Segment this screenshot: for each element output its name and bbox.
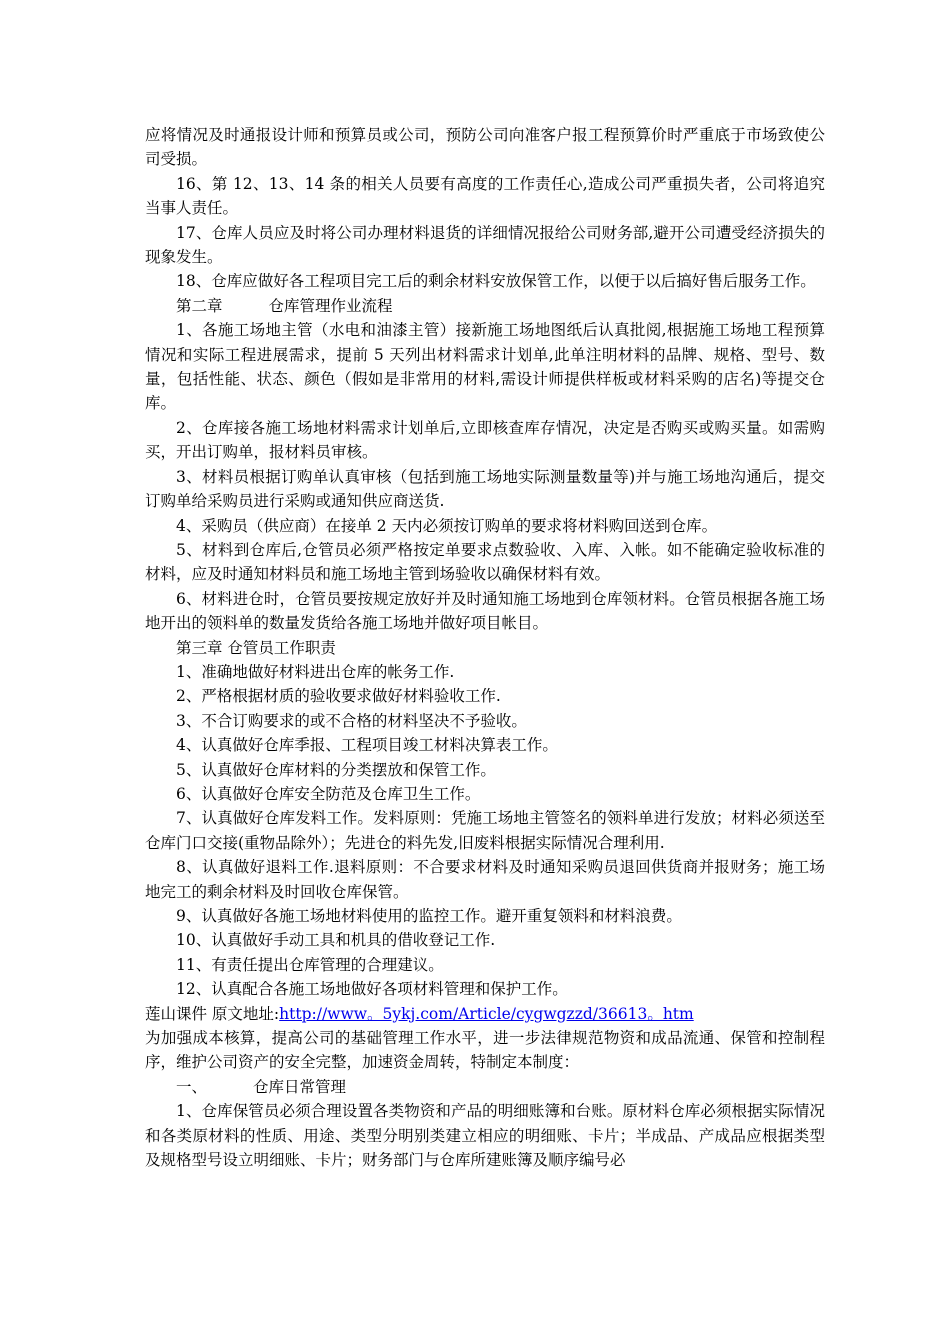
chapter-title: 仓库管理作业流程	[268, 296, 393, 315]
paragraph: 应将情况及时通报设计师和预算员或公司，预防公司向准客户报工程预算价时严重底于市场致使公司受损。	[145, 126, 825, 169]
list-item: 8、认真做好退料工作.退料原则：不合要求材料及时通知采购员退回供货商并报财务；施工场地完工的剩余材料及时回收仓库保管。	[145, 858, 825, 901]
paragraph: 17、仓库人员应及时将公司办理材料退货的详细情况报给公司财务部,避开公司遭受经济损失的现象发生。	[145, 223, 825, 267]
section-heading	[145, 1075, 825, 1099]
source-line	[145, 1002, 825, 1026]
paragraph: 18、仓库应做好各工程项目完工后的剩余材料安放保管工作，以便于以后搞好售后服务工作。	[176, 272, 816, 291]
list-item: 1、仓库保管员必须合理设置各类物资和产品的明细账簿和台账。原材料仓库必须根据实际情况和各类原材料的性质、用途、类型分明别类建立相应的明细账、卡片；半成品、产成品应根据类型及规格型号设立明细账、卡片；财务部门与仓库所建账簿及顺序编号必	[145, 1102, 825, 1170]
list-item: 12、认真配合各施工场地做好各项材料管理和保护工作。	[176, 980, 568, 999]
list-item: 7、认真做好仓库发料工作。发料原则：凭施工场地主管签名的领料单进行发放；材料必须送至仓库门口交接(重物品除外）；先进仓的料先发,旧废料根据实际情况合理利用.	[145, 809, 825, 852]
list-item: 2、严格根据材质的验收要求做好材料验收工作.	[176, 687, 501, 706]
chapter-number: 第二章	[176, 296, 223, 315]
source-label: 莲山课件 原文地址:	[145, 1004, 280, 1023]
list-item: 11、有责任提出仓库管理的合理建议。	[176, 955, 444, 974]
list-item: 5、材料到仓库后,仓管员必须严格按定单要求点数验收、入库、入帐。如不能确定验收标准的材料，应及时通知材料员和施工场地主管到场验收以确保材料有效。	[145, 540, 825, 584]
intro-paragraph: 为加强成本核算，提高公司的基础管理工作水平，进一步法律规范物资和成品流通、保管和控制程序，维护公司资产的安全完整，加速资金周转，特制定本制度：	[145, 1029, 825, 1072]
document-page	[145, 123, 825, 1172]
list-item: 10、认真做好手动工具和机具的借收登记工作.	[176, 931, 496, 950]
list-item: 4、采购员（供应商）在接单 2 天内必须按订购单的要求将材料购回送到仓库。	[176, 516, 718, 535]
section-number: 一、	[176, 1077, 208, 1096]
list-item: 6、材料进仓时，仓管员要按规定放好并及时通知施工场地到仓库领材料。仓管员根据各施工场地开出的领料单的数量发货给各施工场地并做好项目帐目。	[145, 589, 825, 633]
list-item: 1、准确地做好材料进出仓库的帐务工作.	[176, 662, 455, 681]
list-item: 5、认真做好仓库材料的分类摆放和保管工作。	[176, 760, 496, 779]
chapter-heading	[145, 294, 825, 318]
list-item: 2、仓库接各施工场地材料需求计划单后,立即核查库存情况，决定是否购买或购买量。如需购买，开出订购单，报材料员审核。	[145, 418, 825, 462]
list-item: 1、各施工场地主管（水电和油漆主管）接新施工场地图纸后认真批阅,根据施工场地工程预算情况和实际工程进展需求，提前 5 天列出材料需求计划单,此单注明材料的品牌、规格、型号、数量，包括性能、状态、颜色（假如是非常用的材料,需设计师提供样板或材料采购的店名)等提交仓库。	[145, 321, 825, 413]
chapter-heading: 第三章 仓管员工作职责	[176, 638, 336, 657]
list-item: 3、材料员根据订购单认真审核（包括到施工场地实际测量数量等)并与施工场地沟通后，提交订购单给采购员进行采购或通知供应商送货.	[145, 467, 825, 511]
list-item: 9、认真做好各施工场地材料使用的监控工作。避开重复领料和材料浪费。	[176, 907, 682, 925]
section-title: 仓库日常管理	[253, 1077, 347, 1096]
list-item: 4、认真做好仓库季报、工程项目竣工材料决算表工作。	[176, 736, 558, 755]
source-link[interactable]: http://www。5ykj.com/Article/cygwgzzd/36613。htm	[279, 1004, 694, 1023]
paragraph: 16、第 12、13、14 条的相关人员要有高度的工作责任心,造成公司严重损失者，公司将追究当事人责任。	[145, 174, 825, 218]
list-item: 3、不合订购要求的或不合格的材料坚决不予验收。	[176, 711, 527, 730]
list-item: 6、认真做好仓库安全防范及仓库卫生工作。	[176, 784, 481, 803]
